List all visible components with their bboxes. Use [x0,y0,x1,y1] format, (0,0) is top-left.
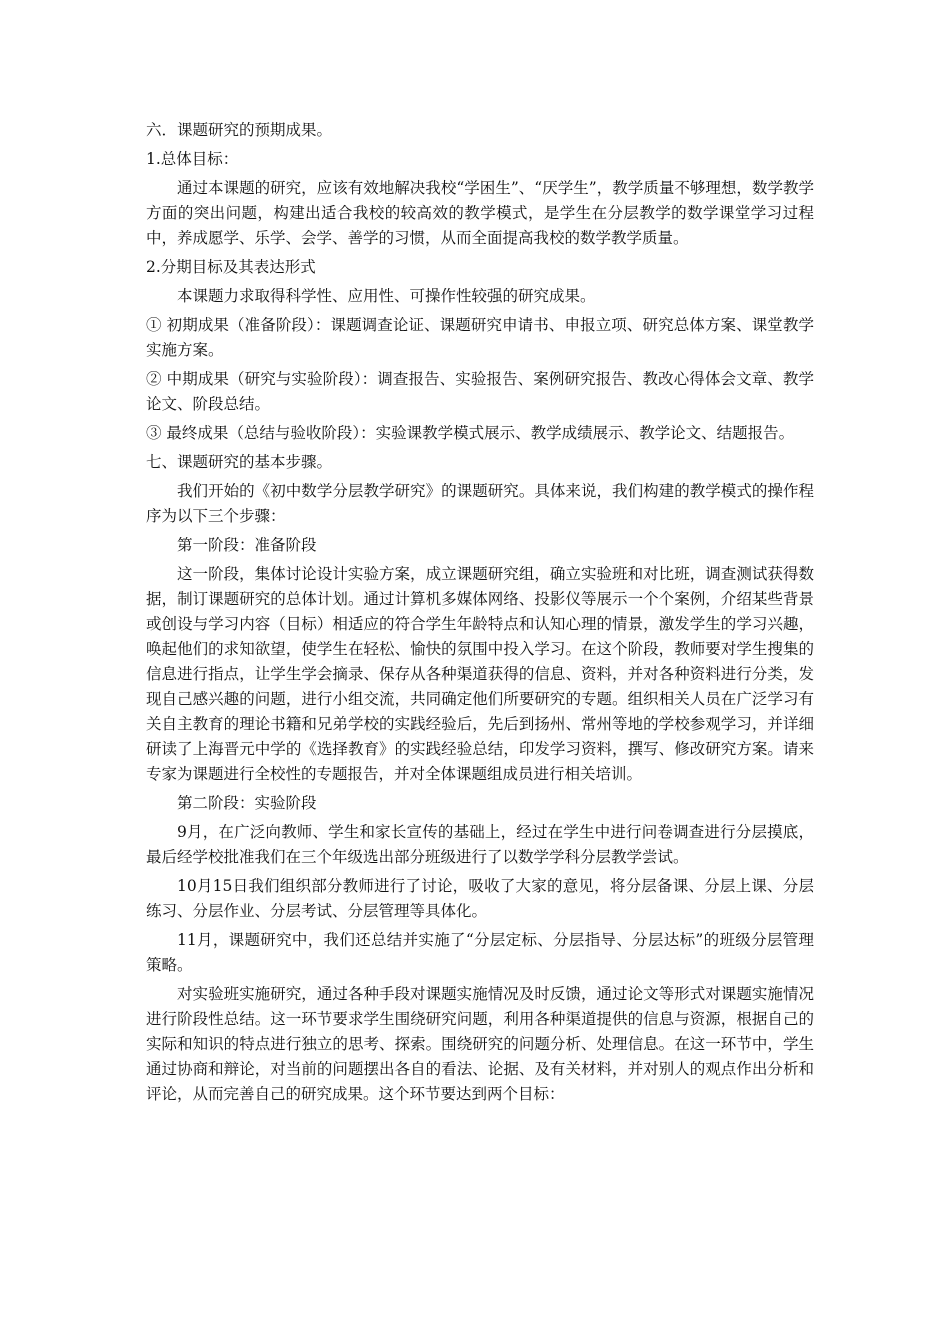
subsection-1-paragraph: 通过本课题的研究，应该有效地解决我校“学困生”、“厌学生”，教学质量不够理想，数学教学方面的突出问题，构建出适合我校的较高效的教学模式，是学生在分层教学的数学课堂学习过程中，养成愿学、乐学、会学、善学的习惯，从而全面提高我校的数学教学质量。 [146,179,814,247]
section-6-heading: 六．课题研究的预期成果。 [146,121,333,139]
subsection-2-paragraph: 本课题力求取得科学性、应用性、可操作性较强的研究成果。 [177,287,596,305]
section-7-heading: 七、课题研究的基本步骤。 [146,453,333,471]
stage-2-paragraph-4: 对实验班实施研究，通过各种手段对课题实施情况及时反馈，通过论文等形式对课题实施情况进行阶段性总结。这一环节要求学生围绕研究问题，利用各种渠道提供的信息与资源，根据自己的实际和知识的特点进行独立的思考、探索。围绕研究的问题分析、处理信息。在这一环节中，学生通过协商和辩论，对当前的问题摆出各自的看法、论据、及有关材料，并对别人的观点作出分析和评论，从而完善自己的研究成果。这个环节要达到两个目标： [146,985,814,1103]
outcome-item-2: ② 中期成果（研究与实验阶段）：调查报告、实验报告、案例研究报告、教改心得体会文章、教学论文、阶段总结。 [146,370,814,413]
stage-1-heading: 第一阶段：准备阶段 [177,536,317,554]
stage-2-paragraph-3: 11月，课题研究中，我们还总结并实施了“分层定标、分层指导、分层达标”的班级分层管理策略。 [146,931,814,974]
subsection-1-heading: 1.总体目标： [146,150,239,168]
subsection-2-heading: 2.分期目标及其表达形式 [146,258,316,276]
stage-2-heading: 第二阶段：实验阶段 [177,794,317,812]
document-body [146,118,814,1111]
section-7-paragraph: 我们开始的《初中数学分层教学研究》的课题研究。具体来说，我们构建的教学模式的操作程序为以下三个步骤： [146,482,814,525]
stage-2-paragraph-1: 9月，在广泛向教师、学生和家长宣传的基础上，经过在学生中进行问卷调查进行分层摸底，最后经学校批准我们在三个年级选出部分班级进行了以数学学科分层教学尝试。 [146,823,814,866]
outcome-item-3: ③ 最终成果（总结与验收阶段）：实验课教学模式展示、教学成绩展示、教学论文、结题报告。 [146,424,795,442]
outcome-item-1: ① 初期成果（准备阶段）：课题调查论证、课题研究申请书、申报立项、研究总体方案、课堂教学实施方案。 [146,316,814,359]
stage-1-paragraph: 这一阶段，集体讨论设计实验方案，成立课题研究组，确立实验班和对比班，调查测试获得数据，制订课题研究的总体计划。通过计算机多媒体网络、投影仪等展示一个个案例，介绍某些背景或创设与学习内容（目标）相适应的符合学生年龄特点和认知心理的情景，激发学生的学习兴趣，唤起他们的求知欲望，使学生在轻松、愉快的氛围中投入学习。在这个阶段，教师要对学生搜集的信息进行指点，让学生学会摘录、保存从各种渠道获得的信息、资料，并对各种资料进行分类，发现自己感兴趣的问题，进行小组交流，共同确定他们所要研究的专题。组织相关人员在广泛学习有关自主教育的理论书籍和兄弟学校的实践经验后，先后到扬州、常州等地的学校参观学习，并详细研读了上海晋元中学的《选择教育》的实践经验总结，印发学习资料，撰写、修改研究方案。请来专家为课题进行全校性的专题报告，并对全体课题组成员进行相关培训。 [146,565,814,783]
stage-2-paragraph-2: 10月15日我们组织部分教师进行了讨论，吸收了大家的意见，将分层备课、分层上课、分层练习、分层作业、分层考试、分层管理等具体化。 [146,877,814,920]
